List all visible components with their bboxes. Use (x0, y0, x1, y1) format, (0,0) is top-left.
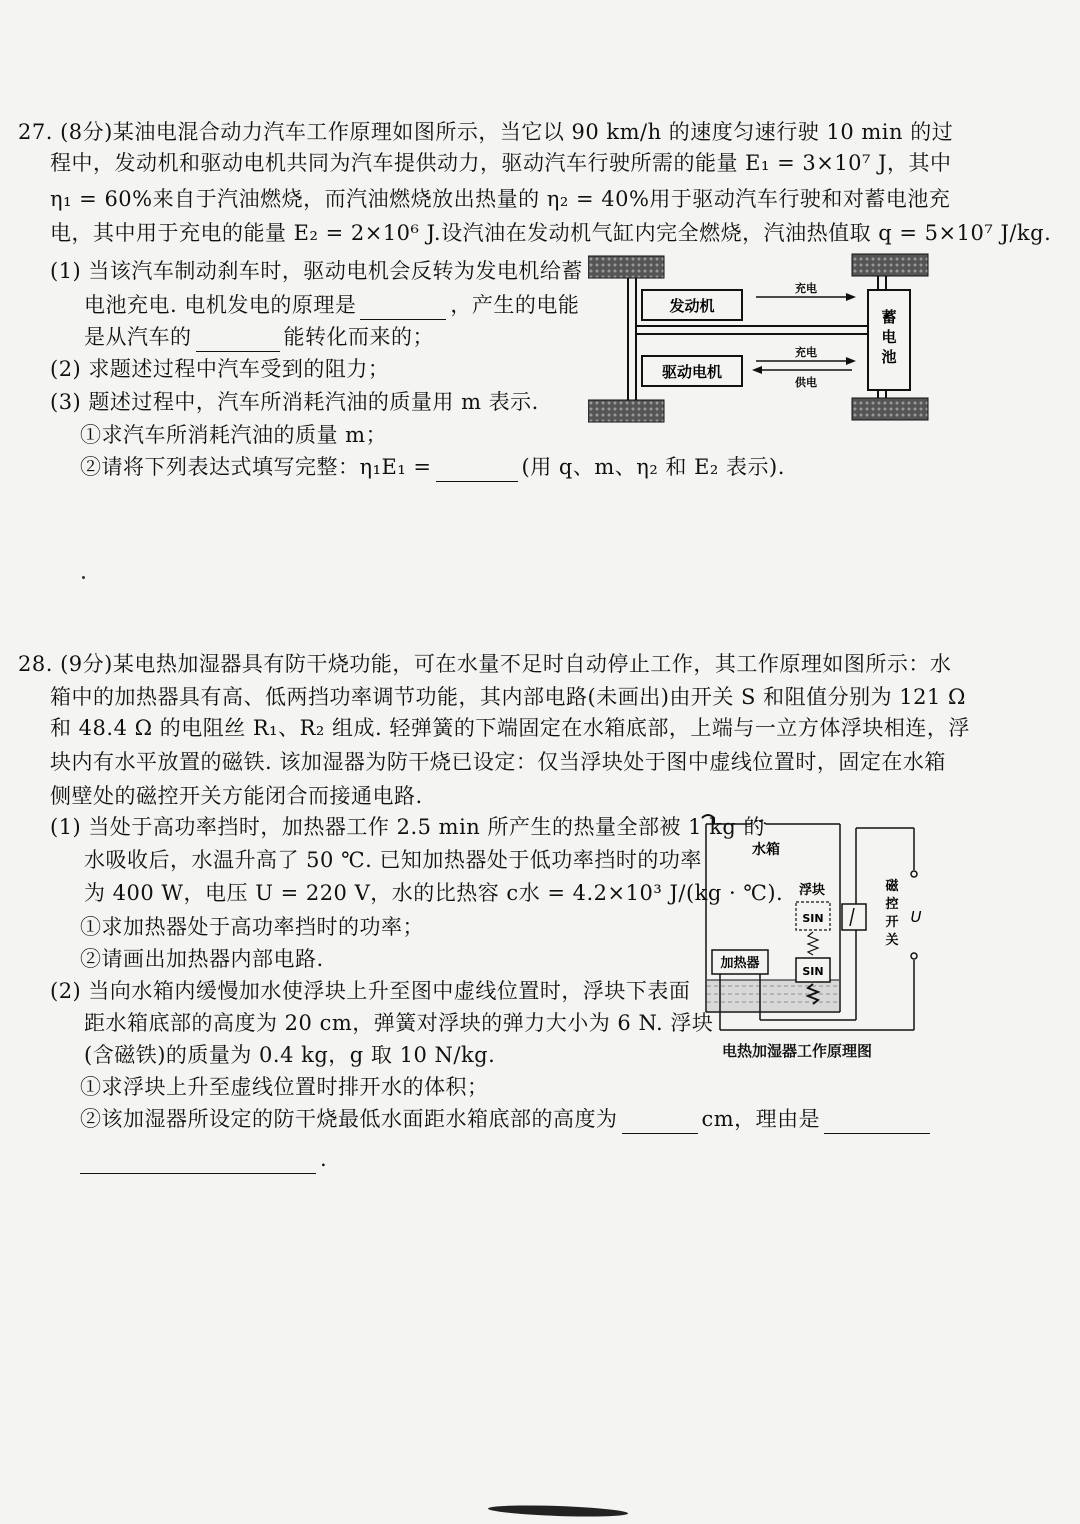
motor-label: 驱动电机 (661, 363, 723, 381)
charge-label-motor: 充电 (795, 346, 817, 359)
q28-line-4: 块内有水平放置的磁铁. 该加湿器为防干烧已设定：仅当浮块处于图中虚线位置时，固定在水箱 (50, 750, 946, 774)
q28-part2-line3: (含磁铁)的质量为 0.4 kg，g 取 10 N/kg. (84, 1043, 496, 1067)
q27-part1-text-c: 是从汽车的 (84, 325, 192, 349)
hybrid-car-diagram (588, 250, 938, 430)
q28-part1-line3: 为 400 W，电压 U = 220 V，水的比热容 c水 = 4.2×10³ J/(kg · ℃). (84, 881, 784, 905)
float-label: 浮块 (798, 883, 826, 898)
q27-part3-sub1: ①求汽车所消耗汽油的质量 m； (80, 423, 388, 447)
q27-line-2: 程中，发动机和驱动电机共同为汽车提供动力，驱动汽车行驶所需的能量 E₁ = 3×10⁷ J，其中 (50, 151, 952, 175)
answer-blank-expression[interactable] (436, 457, 518, 482)
switch-label-4: 关 (885, 933, 899, 948)
q28-part2-line1: (2) 当向水箱内缓慢加水使浮块上升至图中虚线位置时，浮块下表面 (50, 979, 691, 1003)
q27-part1-text-a: 电池充电. 电机发电的原理是 (84, 293, 357, 317)
water-area (707, 980, 839, 1011)
terminal-bottom (911, 953, 917, 959)
q28-end-period: . (320, 1147, 328, 1171)
q28-line-3: 和 48.4 Ω 的电阻丝 R₁、R₂ 组成. 轻弹簧的下端固定在水箱底部，上端与一立方体浮块相连，浮 (50, 716, 970, 740)
spring-icon (808, 932, 818, 955)
magnetic-switch (842, 904, 866, 930)
q28-part1-line2: 水吸收后，水温升高了 50 ℃. 已知加热器处于低功率挡时的功率 (84, 848, 702, 872)
tank-label: 水箱 (752, 842, 780, 858)
q27-line-4: 电，其中用于充电的能量 E₂ = 2×10⁶ J.设汽油在发动机气缸内完全燃烧，汽油热值取 q = 5×10⁷ J/kg. (50, 221, 1052, 245)
tire-rear-right (852, 398, 928, 420)
battery-label-3: 池 (881, 348, 897, 366)
engine-label: 发动机 (669, 297, 715, 315)
terminal-top (911, 871, 917, 877)
battery-label-2: 电 (881, 328, 897, 346)
q28-part1-sub1: ①求加热器处于高功率挡时的功率； (80, 915, 424, 939)
supply-label: 供电 (795, 376, 817, 389)
q27-part1-line1: (1) 当该汽车制动刹车时，驱动电机会反转为发电机给蓄 (50, 259, 583, 283)
q28-part1-line1: (1) 当处于高功率挡时，加热器工作 2.5 min 所产生的热量全部被 1 kg 的 (50, 815, 766, 839)
q28-part1-sub2: ②请画出加热器内部电路. (80, 947, 324, 971)
answer-blank-reason-2[interactable] (80, 1149, 316, 1174)
q27-part1-text-b: ，产生的电能 (450, 293, 580, 317)
scan-smudge (488, 1504, 628, 1519)
q28-part2-sub1: ①求浮块上升至虚线位置时排开水的体积； (80, 1075, 489, 1099)
q28-part2-sub2 (80, 1104, 934, 1134)
switch-label-1: 磁 (885, 879, 899, 894)
answer-blank-principle[interactable] (360, 295, 446, 320)
battery-label-1: 蓄 (881, 308, 897, 326)
answer-blank-reason-1[interactable] (824, 1109, 930, 1134)
q27-part3-sub2-text-a: ②请将下列表达式填写完整：η₁E₁ = (80, 455, 432, 479)
q27-part1-line3 (84, 322, 434, 352)
faucet-icon (702, 815, 714, 824)
q28-part2-line2: 距水箱底部的高度为 20 cm，弹簧对浮块的弹力大小为 6 N. 浮块 (84, 1011, 714, 1035)
q28-part2-sub2-text-a: ②该加湿器所设定的防干烧最低水面距水箱底部的高度为 (80, 1107, 618, 1131)
q28-line-5: 侧壁处的磁控开关方能闭合而接通电路. (50, 784, 423, 808)
tire-front-right (852, 254, 928, 276)
magnet-label-dashed: SIN (802, 912, 824, 925)
tire-front-left (588, 256, 664, 278)
heater-label: 加热器 (720, 956, 760, 971)
figure-caption: 电热加湿器工作原理图 (722, 1042, 873, 1060)
q28-part2-sub2-text-b: cm，理由是 (701, 1107, 821, 1131)
tire-rear-left (588, 400, 664, 422)
q27-part3: (3) 题述过程中，汽车所消耗汽油的质量用 m 表示. (50, 390, 539, 414)
scan-dot (82, 576, 85, 579)
q27-part3-sub2-text-b: (用 q、m、η₂ 和 E₂ 表示). (521, 455, 785, 479)
q28-line-2: 箱中的加热器具有高、低两挡功率调节功能，其内部电路(未画出)由开关 S 和阻值分别为 121 Ω (50, 685, 966, 709)
q27-part1-text-d: 能转化而来的； (283, 325, 434, 349)
q27-part1-line2 (84, 290, 579, 320)
answer-blank-height[interactable] (622, 1109, 698, 1134)
charge-label-engine: 充电 (795, 282, 817, 295)
switch-label-2: 控 (885, 897, 899, 912)
q27-part3-sub2 (80, 452, 785, 482)
switch-label-3: 开 (885, 915, 899, 930)
q27-part2: (2) 求题述过程中汽车受到的阻力； (50, 357, 390, 381)
answer-blank-energy[interactable] (196, 327, 280, 352)
q28-part2-sub2-cont (80, 1144, 327, 1174)
voltage-label: U (910, 908, 922, 926)
q28-line-1: 28. (9分)某电热加湿器具有防干烧功能，可在水量不足时自动停止工作，其工作原理如图所示：水 (18, 652, 952, 676)
humidifier-diagram (692, 810, 932, 1036)
magnet-label: SIN (802, 965, 824, 978)
q27-line-1: 27. (8分)某油电混合动力汽车工作原理如图所示，当它以 90 km/h 的速度匀速行驶 10 min 的过 (18, 120, 954, 144)
q27-line-3: η₁ = 60%来自于汽油燃烧，而汽油燃烧放出热量的 η₂ = 40%用于驱动汽车行驶和对蓄电池充 (50, 187, 951, 211)
